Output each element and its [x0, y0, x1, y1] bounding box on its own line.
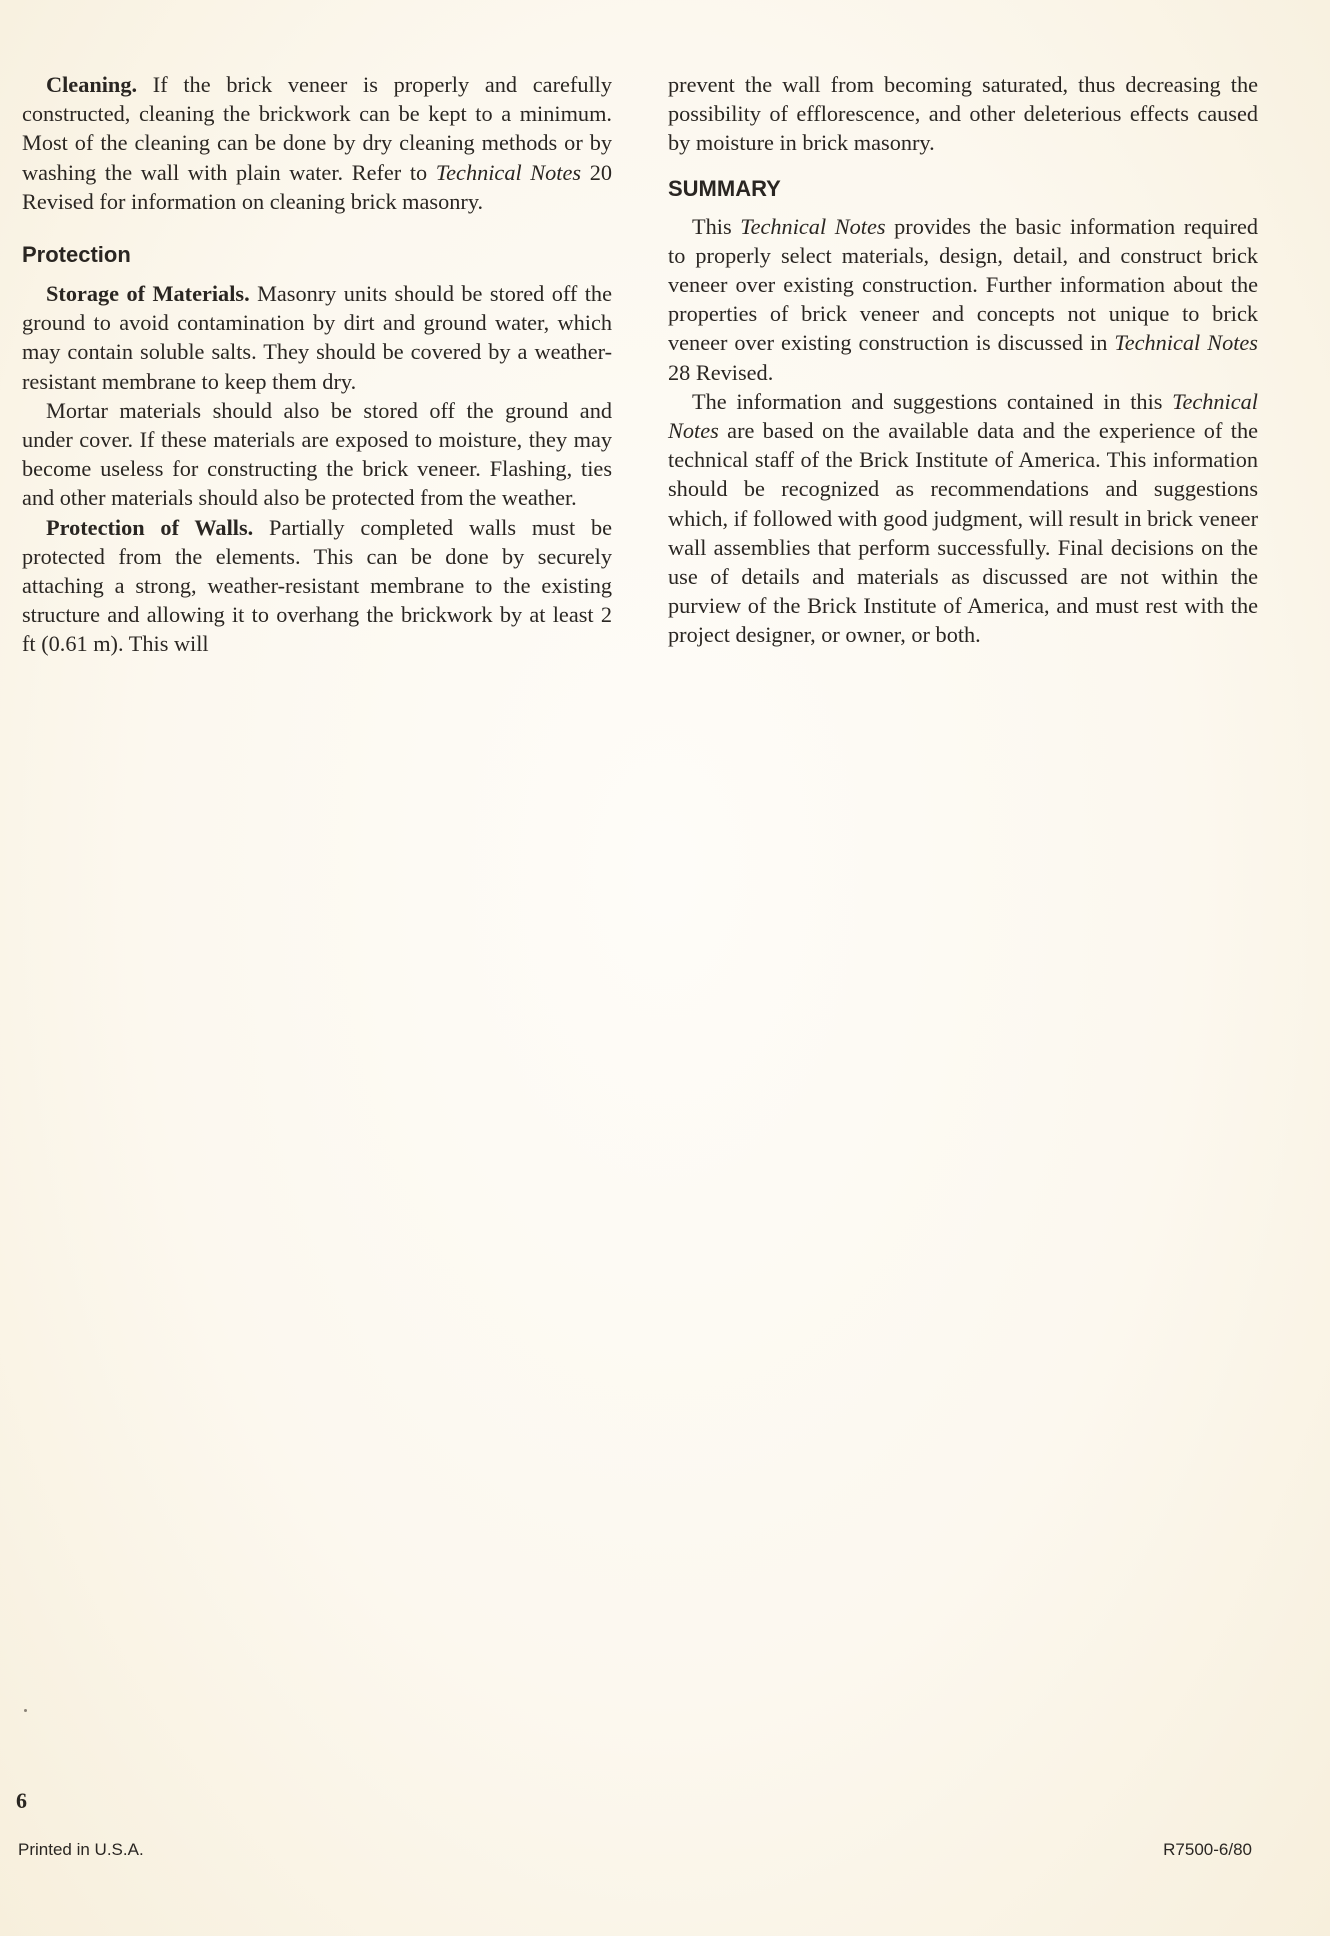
summary1-italic-1: Technical Notes — [740, 213, 886, 239]
right-column — [668, 70, 1258, 650]
runin-walls: Protection of Walls. — [46, 514, 254, 540]
storage-text: Masonry units should be stored off the ground to avoid contamination by dirt and ground water, which may contain soluble salts. They should be covered by a weather-resistant membrane to keep them dry. — [22, 281, 612, 394]
document-number: R7500-6/80 — [1163, 1840, 1252, 1859]
summary2-italic-1: Technical Notes — [668, 388, 1258, 444]
summary1-italic-2: Technical Notes — [1114, 330, 1258, 356]
print-speck — [24, 1709, 27, 1712]
paragraph-cleaning — [22, 70, 612, 216]
paragraph-storage — [22, 279, 612, 396]
cleaning-text-2: 20 Revised for information on cleaning brick masonry. — [22, 159, 612, 214]
page-number: 6 — [16, 1788, 27, 1813]
paragraph-summary-2 — [668, 387, 1258, 650]
walls-text: Partially completed walls must be protected from the elements. This can be done by securely attaching a strong, weather-resistant membrane to the existing structure and allowing it to overhang the brickwork by at least 2 ft (0.61 m). This will — [22, 514, 612, 657]
summary1-text-3: 28 Revised. — [668, 359, 774, 385]
summary1-text-2: provides the basic information required to properly select materials, design, detail, and construct brick veneer over existing construction. Further information about the properties of brick veneer and concepts not unique to brick veneer over existing construction is discussed in — [668, 213, 1258, 356]
runin-cleaning: Cleaning. — [46, 72, 138, 97]
cleaning-text-1: If the brick veneer is properly and carefully constructed, cleaning the brickwork can be kept to a minimum. Most of the cleaning can be done by dry cleaning methods or by washing the wall with plain water. Refer to — [22, 72, 612, 185]
protection-heading: Protection — [22, 242, 131, 268]
cleaning-italic-ref: Technical Notes — [435, 159, 582, 185]
summary-heading: SUMMARY — [668, 175, 781, 201]
summary1-text-1: This — [692, 213, 741, 239]
paragraph-continuation: prevent the wall from becoming saturated, thus decreasing the possibility of efflorescence, and other deleterious effects caused by moisture in brick masonry. — [668, 72, 1258, 156]
runin-storage: Storage of Materials. — [46, 281, 250, 307]
paragraph-mortar: Mortar materials should also be stored off the ground and under cover. If these materials are exposed to moisture, they may become useless for constructing the brick veneer. Flashing, ties and other materials should also be protected from the weather. — [22, 397, 612, 511]
paragraph-walls — [22, 513, 612, 659]
summary2-text-2: are based on the available data and the experience of the technical staff of the Brick Institute of America. This information should be recognized as recommendations and suggestions which, if followed with good judgment, will result in brick veneer wall assemblies that perform successfully. Final decisions on the use of details and materials as discussed are not within the purview of the Brick Institute of America, and must rest with the project designer, or owner, or both. — [668, 418, 1258, 648]
summary2-text-1: The information and suggestions contained in this — [692, 388, 1173, 414]
left-column — [22, 70, 612, 659]
paragraph-summary-1 — [668, 212, 1258, 387]
printed-in-label: Printed in U.S.A. — [18, 1840, 144, 1859]
